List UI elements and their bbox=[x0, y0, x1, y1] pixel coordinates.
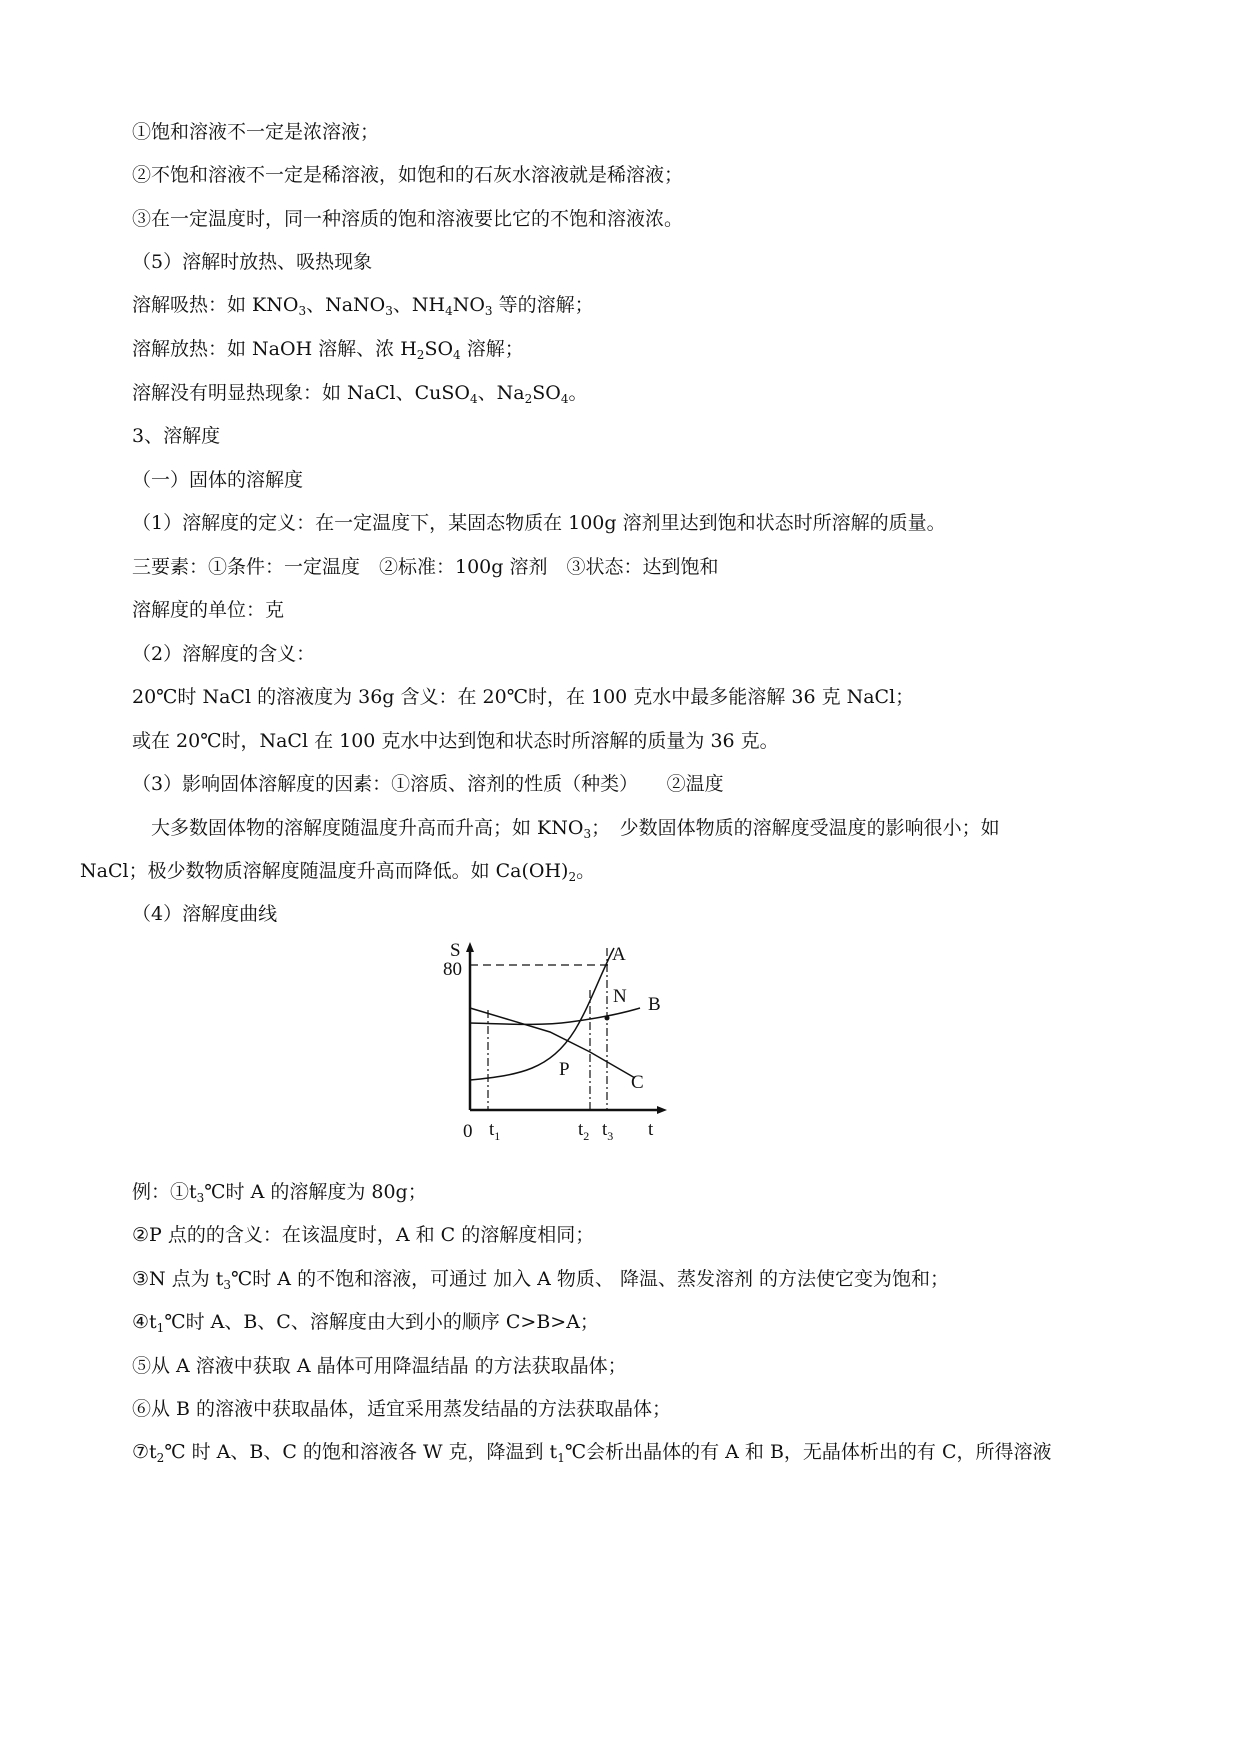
curve-a-label: A bbox=[612, 944, 626, 965]
text-line bbox=[132, 1180, 427, 1204]
text-line bbox=[132, 337, 524, 361]
text-segment: 溶解吸热：如 KNO bbox=[132, 294, 299, 316]
subscript: 3 bbox=[484, 304, 493, 318]
text-line bbox=[132, 1267, 949, 1291]
text-segment: 。 bbox=[576, 860, 596, 882]
text-segment: ℃时 A、B、C、溶解度由大到小的顺序 C>B>A； bbox=[164, 1311, 599, 1333]
text-segment: （1）溶解度的定义：在一定温度下，某固态物质在 100g 溶剂里达到饱和状态时所溶解的质量。 bbox=[132, 512, 946, 534]
subscript: 2 bbox=[156, 1451, 165, 1465]
text-segment: ⑦t bbox=[132, 1441, 157, 1463]
subscript: 1 bbox=[557, 1451, 565, 1465]
text-line bbox=[132, 511, 946, 535]
solubility-curve-diagram bbox=[430, 930, 690, 1150]
text-line bbox=[132, 468, 303, 492]
subscript: 2 bbox=[524, 392, 533, 406]
text-segment: 20℃时 NaCl 的溶液度为 36g 含义：在 20℃时，在 100 克水中最多能溶解 36 克 NaCl； bbox=[132, 686, 915, 708]
text-segment: （一）固体的溶解度 bbox=[132, 469, 304, 491]
text-line bbox=[80, 859, 595, 883]
text-segment: ⑤从 A 溶液中获取 A 晶体可用降温结晶 的方法获取晶体； bbox=[132, 1355, 627, 1377]
text-segment: 等的溶解； bbox=[492, 294, 594, 316]
text-segment: 溶解放热：如 NaOH 溶解、浓 H bbox=[132, 338, 417, 360]
origin-label: 0 bbox=[463, 1121, 473, 1142]
text-line bbox=[132, 293, 594, 317]
text-segment: ①饱和溶液不一定是浓溶液； bbox=[132, 121, 380, 143]
text-segment: ℃时 A 的不饱和溶液，可通过 加入 A 物质、 降温、蒸发溶剂 的方法使它变为饱和； bbox=[231, 1268, 949, 1290]
text-segment: （4）溶解度曲线 bbox=[132, 903, 278, 925]
text-segment: NaCl；极少数物质溶解度随温度升高而降低。如 Ca(OH) bbox=[80, 860, 569, 882]
text-line bbox=[132, 120, 379, 144]
text-line bbox=[132, 902, 277, 926]
text-line bbox=[132, 207, 683, 231]
text-segment: ℃ 时 A、B、C 的饱和溶液各 W 克，降温到 t bbox=[164, 1441, 558, 1463]
text-segment: 溶解； bbox=[460, 338, 524, 360]
text-line bbox=[132, 1223, 594, 1247]
point-p-label: P bbox=[559, 1059, 570, 1080]
y-axis-label: S bbox=[450, 940, 461, 961]
text-segment: 3、溶解度 bbox=[132, 425, 221, 447]
text-line bbox=[132, 250, 372, 274]
x-axis-arrow bbox=[657, 1106, 667, 1114]
point-n bbox=[605, 1016, 610, 1021]
text-segment: 例：①t bbox=[132, 1181, 197, 1203]
text-line bbox=[132, 1354, 627, 1378]
y-mark-label: 80 bbox=[443, 959, 462, 980]
text-line bbox=[132, 555, 718, 579]
text-line bbox=[132, 1397, 671, 1421]
subscript: 2 bbox=[568, 870, 577, 884]
text-segment: （3）影响固体溶解度的因素：①溶质、溶剂的性质（种类） ②温度 bbox=[132, 773, 724, 795]
text-segment: SO bbox=[532, 382, 561, 404]
text-segment: 、Na bbox=[477, 382, 525, 404]
subscript: 1 bbox=[156, 1321, 165, 1335]
text-segment: ℃会析出晶体的有 A 和 B，无晶体析出的有 C，所得溶液 bbox=[564, 1441, 1052, 1463]
subscript: 3 bbox=[385, 304, 393, 318]
text-line bbox=[132, 598, 284, 622]
text-line bbox=[132, 163, 683, 187]
text-line bbox=[132, 729, 779, 753]
text-segment: ⑥从 B 的溶液中获取晶体，适宜采用蒸发结晶的方法获取晶体； bbox=[132, 1398, 672, 1420]
text-segment: 。 bbox=[568, 382, 588, 404]
text-segment: ℃时 A 的溶解度为 80g； bbox=[204, 1181, 427, 1203]
text-segment: SO bbox=[424, 338, 454, 360]
subscript: 2 bbox=[416, 348, 425, 362]
text-segment: ④t bbox=[132, 1311, 157, 1333]
text-line bbox=[132, 685, 914, 709]
curve-c bbox=[470, 1008, 635, 1078]
text-segment: 或在 20℃时，NaCl 在 100 克水中达到饱和状态时所溶解的质量为 36 克。 bbox=[132, 730, 779, 752]
text-segment: （5）溶解时放热、吸热现象 bbox=[132, 251, 373, 273]
text-segment: 、NaNO bbox=[306, 294, 386, 316]
subscript: 3 bbox=[196, 1191, 205, 1205]
text-segment: ③N 点为 t bbox=[132, 1268, 224, 1290]
text-segment: （2）溶解度的含义： bbox=[132, 643, 316, 665]
text-segment: ②不饱和溶液不一定是稀溶液，如饱和的石灰水溶液就是稀溶液； bbox=[132, 164, 684, 186]
text-segment: 溶解度的单位：克 bbox=[132, 599, 285, 621]
text-line bbox=[132, 772, 724, 796]
text-segment: ②P 点的的含义：在该温度时，A 和 C 的溶解度相同； bbox=[132, 1224, 595, 1246]
text-segment: ③在一定温度时，同一种溶质的饱和溶液要比它的不饱和溶液浓。 bbox=[132, 208, 684, 230]
curve-b-label: B bbox=[648, 994, 661, 1015]
text-line bbox=[132, 1310, 599, 1334]
text-segment: ； 少数固体物质的溶解度受温度的影响很小；如 bbox=[591, 817, 1000, 839]
t1-label: $t_1$ bbox=[489, 1119, 501, 1143]
text-line bbox=[132, 1440, 1051, 1464]
subscript: 3 bbox=[298, 304, 307, 318]
point-n-label: N bbox=[613, 986, 627, 1007]
text-line bbox=[132, 381, 587, 405]
text-segment: 三要素：①条件：一定温度 ②标准：100g 溶剂 ③状态：达到饱和 bbox=[132, 556, 719, 578]
text-line bbox=[132, 816, 1000, 840]
subscript: 4 bbox=[453, 348, 461, 362]
text-segment: NO bbox=[452, 294, 485, 316]
text-segment: 、NH bbox=[392, 294, 446, 316]
text-segment: 溶解没有明显热现象：如 NaCl、CuSO bbox=[132, 382, 470, 404]
subscript: 4 bbox=[445, 304, 453, 318]
subscript: 3 bbox=[583, 827, 592, 841]
text-line bbox=[132, 424, 220, 448]
t2-label: $t_2$ bbox=[578, 1119, 590, 1143]
text-segment: 大多数固体物的溶解度随温度升高而升高；如 KNO bbox=[132, 817, 584, 839]
subscript: 4 bbox=[469, 392, 478, 406]
subscript: 4 bbox=[560, 392, 569, 406]
t3-label: $t_3$ bbox=[602, 1119, 614, 1143]
text-line bbox=[132, 642, 315, 666]
y-axis-arrow bbox=[466, 942, 474, 952]
subscript: 3 bbox=[223, 1278, 232, 1292]
x-axis-label: t bbox=[648, 1119, 654, 1140]
curve-c-label: C bbox=[631, 1072, 644, 1093]
